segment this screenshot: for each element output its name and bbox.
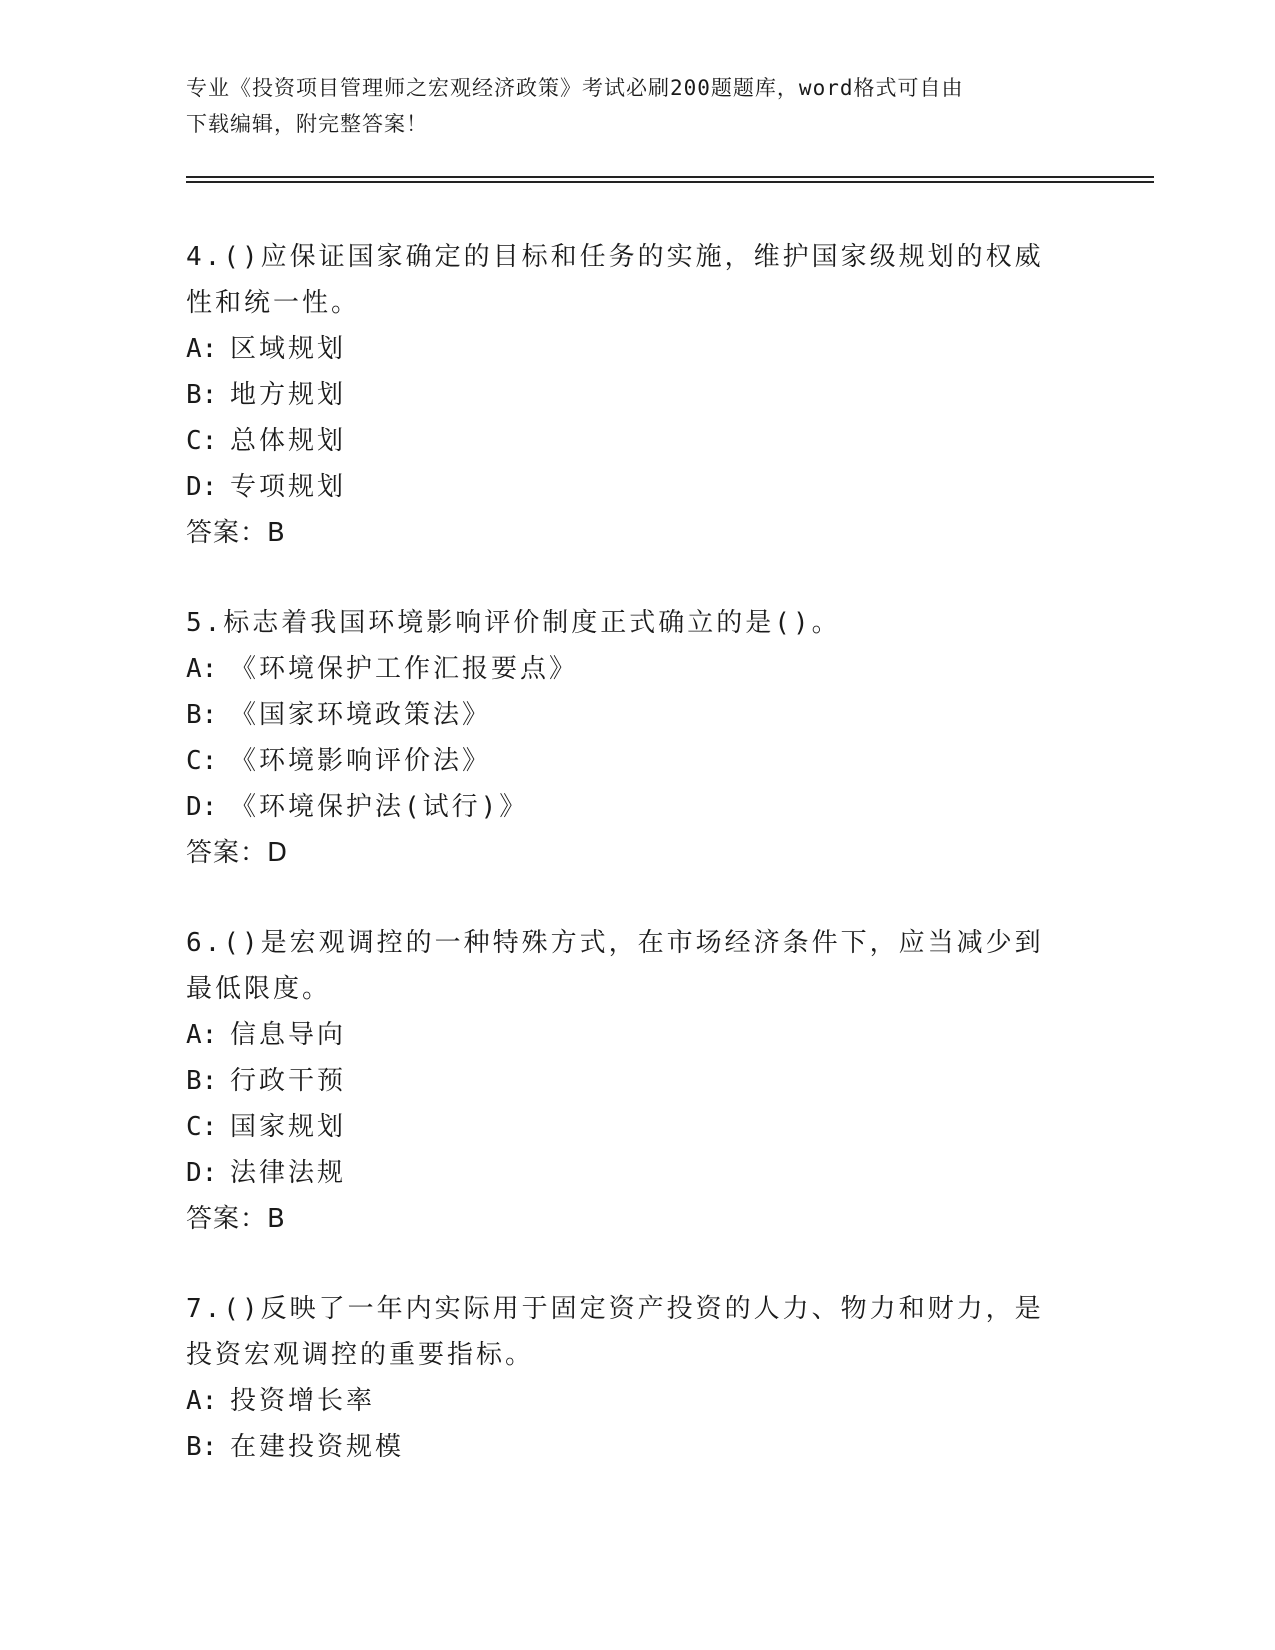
document-header xyxy=(186,70,1086,142)
answer-label: 答案：D xyxy=(186,838,289,868)
option-a: A: 信息导向 xyxy=(186,1020,347,1050)
question-stem: 7.()反映了一年内实际用于固定资产投资的人力、物力和财力，是投资宏观调控的重要指标。 xyxy=(186,1294,1044,1370)
question-stem: 4.()应保证国家确定的目标和任务的实施，维护国家级规划的权威性和统一性。 xyxy=(186,242,1044,318)
option-a: A: 区域规划 xyxy=(186,334,347,364)
option-b: B: 《国家环境政策法》 xyxy=(186,700,492,730)
question-7 xyxy=(186,1286,1066,1470)
option-b: B: 地方规划 xyxy=(186,380,347,410)
header-line-2: 下载编辑，附完整答案！ xyxy=(186,112,428,136)
header-line-1: 专业《投资项目管理师之宏观经济政策》考试必刷200题题库，word格式可自由 xyxy=(186,76,964,100)
option-b: B: 在建投资规模 xyxy=(186,1432,405,1462)
header-divider-bottom xyxy=(186,181,1154,183)
option-a: A: 《环境保护工作汇报要点》 xyxy=(186,654,579,684)
answer-label: 答案：B xyxy=(186,1204,286,1234)
question-4 xyxy=(186,234,1066,556)
question-stem: 6.()是宏观调控的一种特殊方式，在市场经济条件下，应当减少到最低限度。 xyxy=(186,928,1044,1004)
option-c: C: 《环境影响评价法》 xyxy=(186,746,492,776)
option-a: A: 投资增长率 xyxy=(186,1386,376,1416)
header-divider-top xyxy=(186,176,1154,178)
option-b: B: 行政干预 xyxy=(186,1066,347,1096)
answer-label: 答案：B xyxy=(186,518,286,548)
question-stem: 5.标志着我国环境影响评价制度正式确立的是()。 xyxy=(186,608,841,638)
option-d: D: 专项规划 xyxy=(186,472,347,502)
question-6 xyxy=(186,920,1066,1242)
option-d: D: 法律法规 xyxy=(186,1158,347,1188)
option-d: D: 《环境保护法(试行)》 xyxy=(186,792,529,822)
question-5 xyxy=(186,600,1066,876)
option-c: C: 总体规划 xyxy=(186,426,347,456)
option-c: C: 国家规划 xyxy=(186,1112,347,1142)
